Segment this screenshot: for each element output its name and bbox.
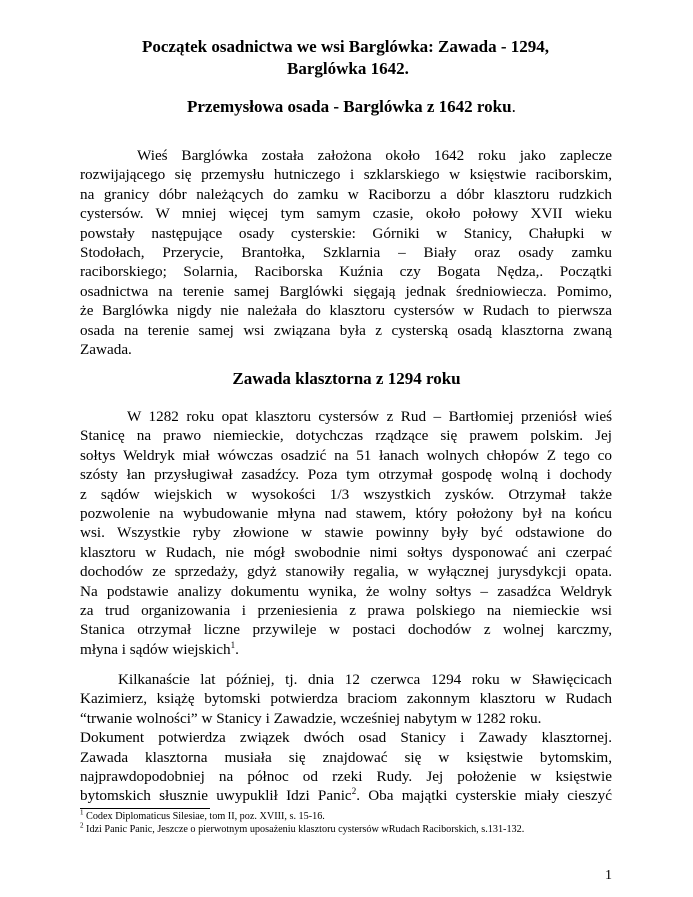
paragraph-line: na granicy dóbr należących do zamku w Raciborzu a dóbr klasztoru rudzkich bbox=[80, 185, 612, 203]
paragraph-line: Stanicę na prawo niemieckie, dotychczas rządzące się prawem polskim. Jej bbox=[80, 427, 612, 445]
paragraph-line: z sądów wiejskich w wysokości 1/3 wszystkich zysków. Otrzymał także bbox=[80, 485, 612, 503]
paragraph-zawada-1294 bbox=[80, 670, 612, 806]
paragraph-line: raciborskiego; Solarnia, Raciborska Kuźnia czy Bogata Nędza,. Początki bbox=[80, 263, 612, 281]
paragraph-line: dochodów ze sprzedaży, gdyż stanowiły regalia, w wyłącznej jurysdykcji opata. bbox=[80, 563, 612, 581]
section-subtitle-text: Przemysłowa osada - Barglówka z 1642 roku bbox=[187, 97, 512, 116]
document-title: Początek osadnictwa we wsi Barglówka: Zawada - 1294, bbox=[142, 37, 550, 56]
paragraph-last-line bbox=[80, 786, 612, 805]
footnote-text: Codex Diplomaticus Silesiae, tom II, poz. XVIII, s. 15-16. bbox=[83, 811, 325, 822]
paragraph-line: Dokument potwierdza związek dwóch osad Stanicy i Zawady klasztornej. bbox=[80, 729, 612, 747]
section-subtitle-period: . bbox=[511, 97, 516, 116]
paragraph-line: Na podstawie analizy dokumentu wynika, że wolny sołtys – zasadźca Weldryk bbox=[80, 582, 612, 600]
paragraph-line: “trwanie wolności” w Stanicy i Zawadzie, wcześniej nabytym w 1282 roku. bbox=[80, 709, 542, 727]
footnote-2 bbox=[80, 821, 525, 836]
paragraph-line: osadnictwa na terenie samej Barglówki sięgają jednak średniowiecza. Pomimo, bbox=[80, 282, 612, 300]
paragraph-line-text: bytomskich słusznie uwypuklił Idzi Panic bbox=[80, 787, 352, 805]
footnote-separator bbox=[80, 808, 210, 809]
document-title-continuation: Barglówka 1642. bbox=[287, 59, 409, 78]
paragraph-zawada-1282 bbox=[80, 407, 612, 659]
paragraph-line: cystersów. W mniej więcej tym samym czasie, około połowy XVII wieku bbox=[80, 205, 612, 223]
paragraph-barglowka bbox=[80, 146, 612, 359]
paragraph-line: W 1282 roku opat klasztoru cystersów z Rud – Bartłomiej przeniósł wieś bbox=[127, 408, 612, 425]
paragraph-line: Stodołach, Przerycie, Brantołka, Szklarnia – Biały oraz osady zamku bbox=[80, 243, 612, 261]
paragraph-last-line bbox=[80, 640, 612, 659]
paragraph-line-end: . bbox=[235, 640, 239, 658]
page-number: 1 bbox=[605, 868, 612, 883]
paragraph-line: szósty łan przysługiwał zasadźcy. Poza tym otrzymał gospodę wolną i dochody bbox=[80, 466, 612, 484]
paragraph-line: sołtys Weldryk miał wówczas osadzić na 51 łanach wolnych chłopów Z tego co bbox=[80, 446, 612, 464]
footnote-1 bbox=[80, 808, 325, 823]
paragraph-line: osada na terenie samej wsi związana była z cysterską osadą klasztorna zwaną bbox=[80, 321, 612, 339]
paragraph-line: Kilkanaście lat później, tj. dnia 12 czerwca 1294 roku w Sławięcicach bbox=[118, 671, 612, 688]
paragraph-line: że Barglówka nigdy nie należała do klasztoru cystersów w Rudach to pierwsza bbox=[80, 302, 612, 320]
paragraph-line: rozwijającego się przemysłu hutniczego i szklarskiego w księstwie raciborskim, bbox=[80, 166, 612, 184]
footnote-reference[interactable]: 1 bbox=[230, 639, 236, 650]
section-heading-zawada: Zawada klasztorna z 1294 roku bbox=[232, 369, 461, 388]
paragraph-line: Zawada. bbox=[80, 340, 132, 358]
paragraph-line: najprawdopodobniej na północ od rzeki Rudy. Jej położenie w księstwie bbox=[80, 767, 612, 785]
section-subtitle bbox=[187, 96, 516, 118]
paragraph-line: Kazimierz, książę bytomski potwierdza braciom zakonnym klasztoru w Rudach bbox=[80, 690, 612, 708]
paragraph-line: powstały następujące osady cysterskie: Górniki w Stanicy, Chałupki w bbox=[80, 224, 612, 242]
paragraph-line: pozwolenie na wybudowanie młyna nad stawem, który położony był na końcu bbox=[80, 504, 612, 522]
footnote-text: Idzi Panic Panic, Jeszcze o pierwotnym uposażeniu klasztoru cystersów wRudach Raciborskich, s.131-132. bbox=[83, 824, 525, 835]
footnote-number: 1 bbox=[80, 808, 84, 817]
paragraph-line-text: . Oba majątki cysterskie miały cieszyć bbox=[356, 787, 612, 805]
footnote-number: 2 bbox=[80, 821, 84, 830]
paragraph-line: wsi. Wszystkie ryby złowione w stawie powinny były być odstawione do bbox=[80, 524, 612, 542]
paragraph-line-text: młyna i sądów wiejskich bbox=[80, 640, 231, 658]
paragraph-line: Wieś Barglówka została założona około 1642 roku jako zaplecze bbox=[137, 147, 612, 164]
paragraph-line: Stanica otrzymał liczne przywileje w postaci dochodów z wolnej karczmy, bbox=[80, 621, 612, 639]
footnote-reference[interactable]: 2 bbox=[351, 786, 357, 797]
paragraph-line: za trud organizowania i przeniesienia z prawa polskiego na niemieckie wsi bbox=[80, 601, 612, 619]
paragraph-line: Zawada klasztorna musiała się znajdować się w księstwie bytomskim, bbox=[80, 748, 612, 766]
paragraph-line: klasztoru w Rudach, nie mógł swobodnie nimi sołtys dysponować ani czerpać bbox=[80, 543, 612, 561]
